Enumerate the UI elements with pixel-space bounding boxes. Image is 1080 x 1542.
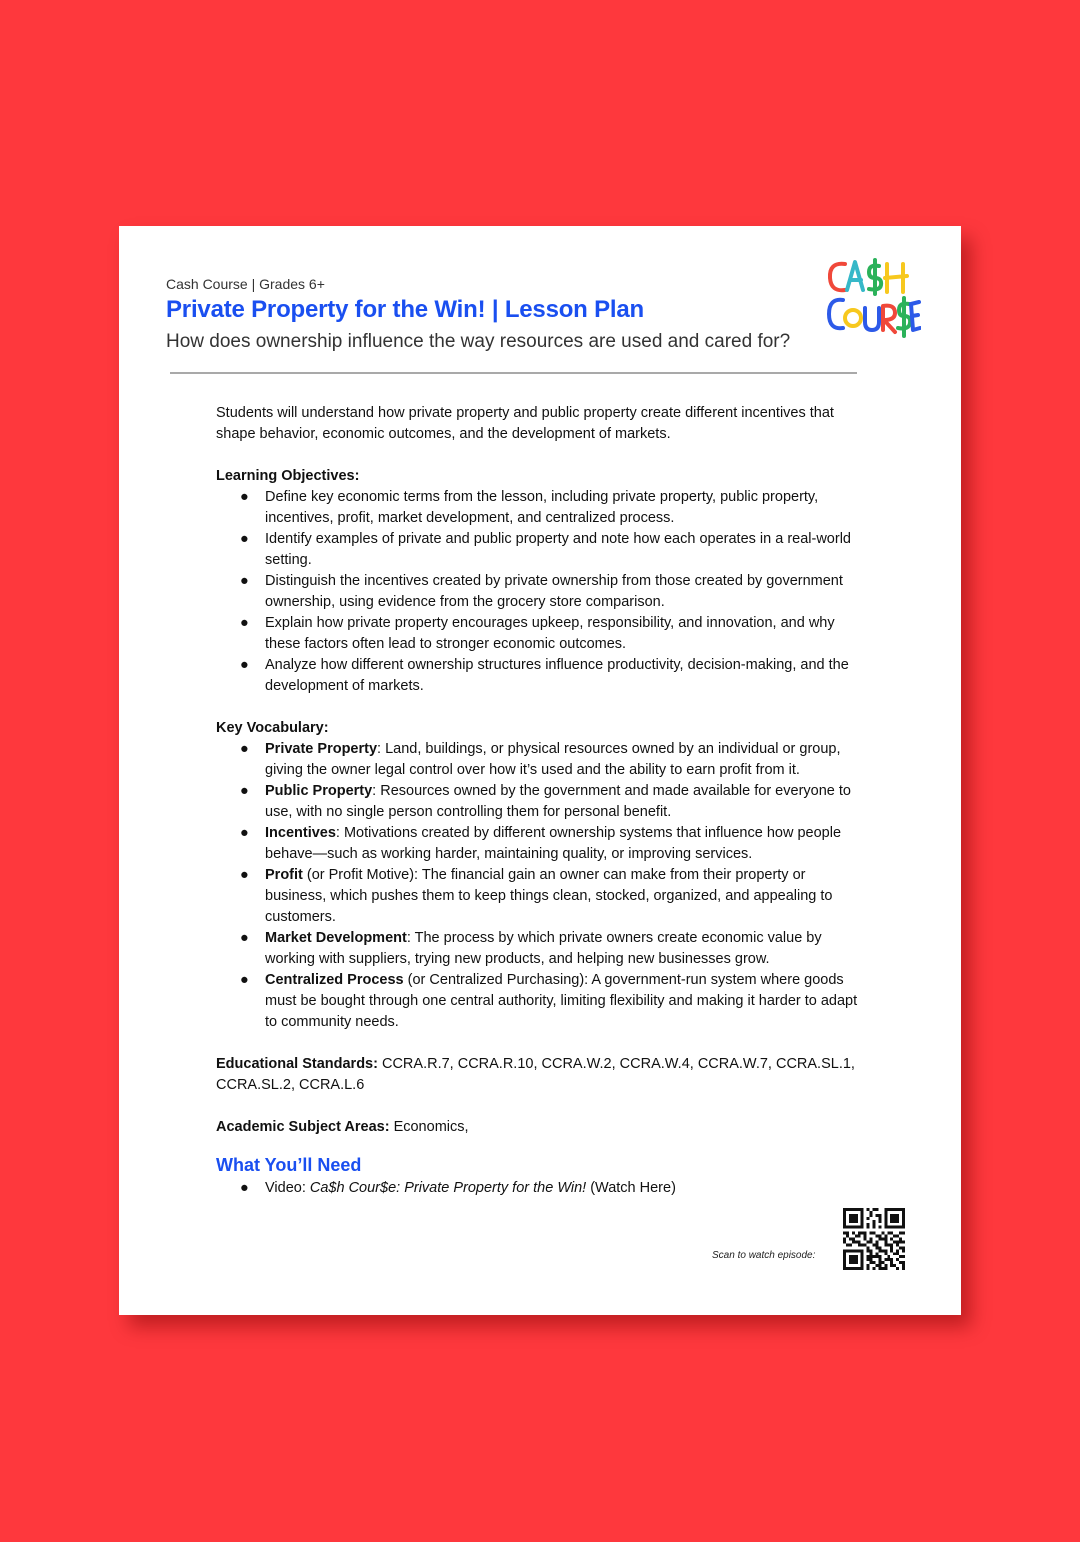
bullet-icon: ● [240,741,249,757]
what-you-need-list [216,1178,866,1199]
cash-course-logo-icon [825,256,921,338]
vocab-term: Incentives [265,825,336,841]
list-item: ● Distinguish the incentives created by private ownership from those created by government ownership, using evidence from the grocery store comparison. [240,573,843,610]
vocab-definition: : The financial gain an owner can make from their property or business, which pushes them to keep things clean, stocked, organized, and appealing to customers. [265,867,833,925]
vocab-term: Private Property [265,741,378,757]
academic-subject-areas: Academic Subject Areas: Economics, [216,1119,469,1135]
list-item: ● Video: Ca$h Cour$e: Private Property for the Win! (Watch Here) [216,1178,866,1199]
intro-paragraph: Students will understand how private property and public property create different incentives that shape behavior, economic outcomes, and the development of markets. [216,405,834,442]
bullet-icon: ● [240,783,249,799]
learning-objectives-label: Learning Objectives: [216,468,360,484]
vocab-item [216,781,866,823]
bullet-icon: ● [240,615,249,631]
vocab-item [216,739,866,781]
what-you-need-heading: What You’ll Need [216,1155,362,1175]
vocab-definition: : The process by which private owners create economic value by working with suppliers, trying new products, and helping new businesses grow. [265,930,822,967]
educational-standards: Educational Standards: CCRA.R.7, CCRA.R.10, CCRA.W.2, CCRA.W.4, CCRA.W.7, CCRA.SL.1, CCRA.SL.2, CCRA.L.6 [216,1056,855,1093]
list-item: ● Identify examples of private and public property and note how each operates in a real-world setting. [240,531,851,568]
bullet-icon: ● [240,972,249,988]
bullet-icon: ● [240,1180,249,1196]
key-vocabulary-label: Key Vocabulary: [216,720,329,736]
qr-code-icon[interactable] [843,1208,905,1270]
vocab-term: Public Property [265,783,373,799]
vocab-definition: : Motivations created by different ownership systems that influence how people behave—such as working harder, maintaining quality, or improving services. [265,825,842,862]
vocab-item [216,823,866,865]
lesson-plan-page [119,226,961,1315]
list-item: ● Define key economic terms from the lesson, including private property, public property, incentives, profit, market development, and centralized process. [240,489,819,526]
vocab-item [216,928,866,970]
learning-objectives-list [216,487,866,697]
bullet-icon: ● [240,489,249,505]
bullet-icon: ● [240,531,249,547]
list-item: ● Explain how private property encourages upkeep, responsibility, and innovation, and why these factors often lead to stronger economic outcomes. [240,615,835,652]
bullet-icon: ● [240,657,249,673]
vocab-definition: : Land, buildings, or physical resources owned by an individual or group, giving the owner legal control over how it’s used and the ability to earn profit from it. [265,741,841,778]
eyebrow-text: Cash Course | Grades 6+ [166,276,325,292]
vocab-definition: : Resources owned by the government and made available for everyone to use, with no single person controlling them for personal benefit. [265,783,851,820]
lesson-content [216,403,866,1199]
key-vocabulary-list [216,739,866,1033]
page-subtitle: How does ownership influence the way resources are used and cared for? [166,331,791,352]
list-item: ● Analyze how different ownership structures influence productivity, decision-making, and the development of markets. [240,657,849,694]
vocab-definition: : A government-run system where goods must be bought through one central authority, limiting flexibility and making it harder to adapt to community needs. [265,972,858,1030]
bullet-icon: ● [240,867,249,883]
page-title: Private Property for the Win! | Lesson Plan [166,296,644,323]
vocab-term: Market Development [265,930,407,946]
qr-caption: Scan to watch episode: [712,1250,816,1261]
bullet-icon: ● [240,930,249,946]
bullet-icon: ● [240,573,249,589]
vocab-item: ● Profit (or Profit Motive): The financial gain an owner can make from their property or business, which pushes them to keep things clean, stocked, organized, and appealing to customers. [240,867,833,925]
video-title: Ca$h Cour$e: Private Property for the Win! [309,1180,587,1196]
vocab-term: Centralized Process [265,972,404,988]
vocab-item: ● Centralized Process (or Centralized Purchasing): A government-run system where goods must be bought through one central authority, limiting flexibility and making it harder to adapt to community needs. [240,972,858,1030]
qr-section [709,1208,909,1270]
bullet-icon: ● [240,825,249,841]
vocab-term: Profit [265,867,303,883]
watch-here-link[interactable]: (Watch Here) [586,1180,676,1196]
header-divider [170,372,857,374]
